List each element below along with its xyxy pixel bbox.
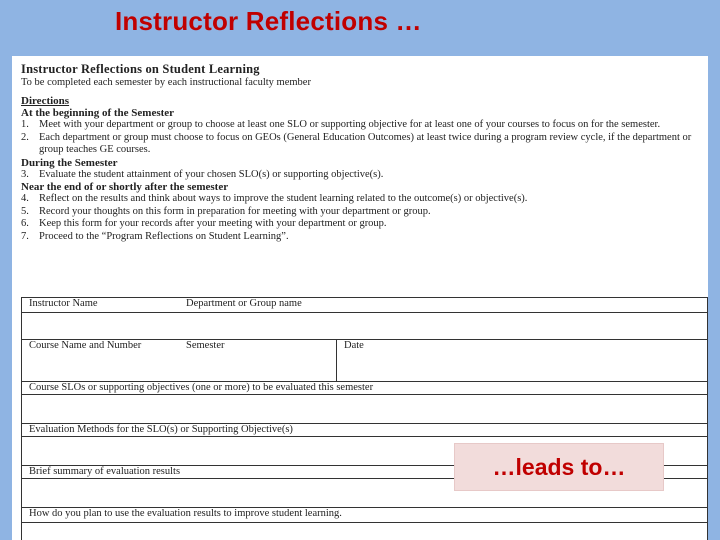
- evaluation-methods-label: Evaluation Methods for the SLO(s) or Supporting Objective(s): [29, 424, 293, 435]
- reflection-form-table: [21, 297, 708, 540]
- list-item: 7. Proceed to the “Program Reflections on Student Learning”.: [21, 230, 289, 242]
- table-row: [22, 298, 707, 340]
- section3-steps: [21, 193, 701, 243]
- row-divider: [22, 522, 707, 523]
- column-divider: [336, 340, 337, 381]
- course-slos-label: Course SLOs or supporting objectives (one or more) to be evaluated this semester: [29, 382, 374, 393]
- row-divider: [22, 394, 707, 395]
- list-item: 3. Evaluate the student attainment of your chosen SLO(s) or supporting objective(s).: [21, 168, 384, 180]
- list-item: 1. Meet with your department or group to choose at least one SLO or supporting objective for at least one of your courses to focus on for the semester.: [21, 119, 661, 130]
- list-item: 5. Record your thoughts on this form in preparation for meeting with your department or group.: [21, 205, 431, 217]
- document-subtitle: To be completed each semester by each instructional faculty member: [21, 77, 311, 88]
- table-row: [22, 382, 707, 424]
- table-row: [22, 508, 707, 540]
- improve-plan-label: How do you plan to use the evaluation results to improve student learning.: [29, 508, 342, 519]
- brief-summary-label: Brief summary of evaluation results: [29, 466, 181, 477]
- semester-label: Semester: [186, 340, 225, 351]
- list-item: 6. Keep this form for your records after your meeting with your department or group.: [21, 218, 387, 229]
- section1-steps: [21, 119, 701, 157]
- leads-to-callout: …leads to…: [454, 443, 664, 491]
- row-divider: [22, 436, 707, 437]
- course-name-label: Course Name and Number: [29, 340, 142, 351]
- department-name-label: Department or Group name: [186, 298, 302, 309]
- section-heading-beginning: At the beginning of the Semester: [21, 107, 175, 119]
- list-item: 2. Each department or group must choose to focus on GEOs (General Education Outcomes) at least twice during a program review cycle, if the department or group teaches GE courses.: [21, 131, 692, 155]
- date-label: Date: [344, 340, 364, 351]
- instructor-name-label: Instructor Name: [29, 298, 98, 309]
- document-title: Instructor Reflections on Student Learning: [21, 62, 260, 76]
- slide-title: Instructor Reflections …: [115, 6, 422, 36]
- table-row: [22, 340, 707, 382]
- row-divider: [22, 312, 707, 313]
- section2-steps: [21, 169, 701, 182]
- directions-heading: Directions: [21, 95, 70, 107]
- section-heading-near-end: Near the end of or shortly after the semester: [21, 181, 229, 193]
- list-item: 4. Reflect on the results and think about ways to improve the student learning related to the outcome(s) or objective(s).: [21, 193, 528, 204]
- section-heading-during: During the Semester: [21, 156, 118, 169]
